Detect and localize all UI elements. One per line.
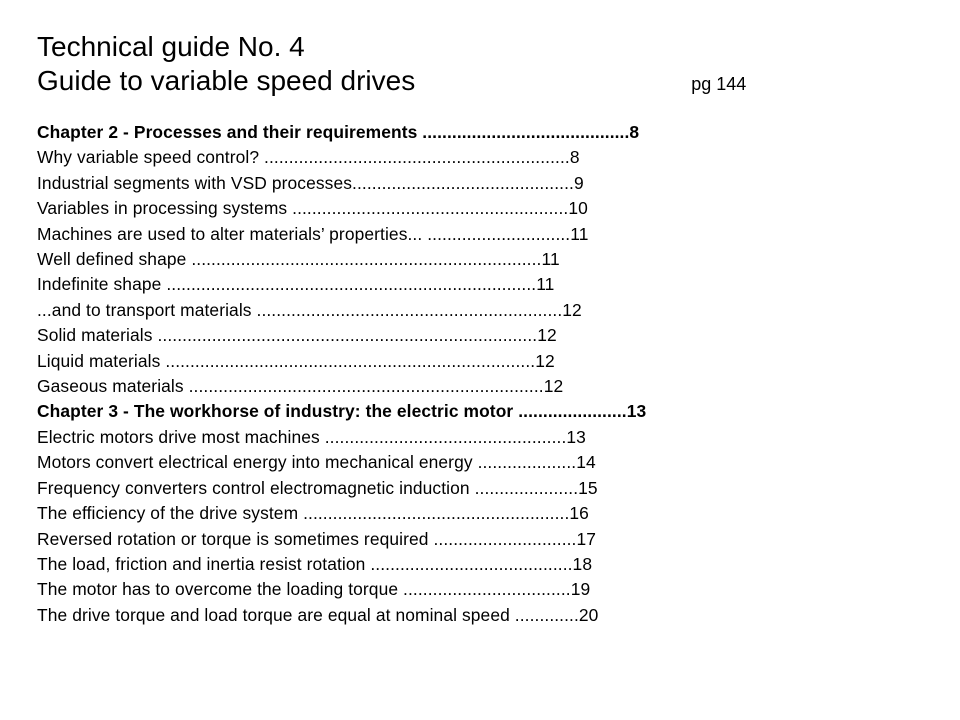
toc-chapter-heading: Chapter 2 - Processes and their requirements ..........................................8 [37, 122, 640, 142]
document-title: Technical guide No. 4 [37, 31, 305, 62]
toc-entry: The load, friction and inertia resist rotation .........................................18 [37, 553, 593, 574]
toc-entry: Motors convert electrical energy into mechanical energy ....................14 [37, 452, 596, 473]
toc-entry: Indefinite shape ...........................................................................11 [37, 274, 555, 295]
toc-entry: The drive torque and load torque are equal at nominal speed .............20 [37, 604, 599, 625]
toc-entry: Machines are used to alter materials’ properties... .............................11 [37, 223, 589, 244]
toc-entry: Liquid materials ...........................................................................12 [37, 350, 555, 371]
document-header [37, 30, 917, 98]
toc-entry: Well defined shape .......................................................................11 [37, 249, 560, 270]
toc-entry: Reversed rotation or torque is sometimes required .............................17 [37, 528, 597, 549]
toc-entry: Variables in processing systems ........................................................10 [37, 198, 588, 219]
toc-entry: ...and to transport materials ..............................................................12 [37, 299, 582, 320]
page-reference: pg 144 [691, 74, 747, 94]
toc-entry: The efficiency of the drive system ......................................................16 [37, 503, 589, 524]
toc-entry: Electric motors drive most machines .................................................13 [37, 426, 586, 447]
toc-entry: The motor has to overcome the loading torque ..................................19 [37, 579, 591, 600]
toc-entry: Frequency converters control electromagnetic induction .....................15 [37, 477, 598, 498]
toc-entry: Gaseous materials ........................................................................12 [37, 376, 564, 397]
toc-entry: Industrial segments with VSD processes.............................................9 [37, 172, 584, 193]
toc-chapter-heading: Chapter 3 - The workhorse of industry: the electric motor ......................13 [37, 401, 647, 422]
toc-entry: Solid materials .............................................................................12 [37, 325, 557, 346]
table-of-contents [37, 120, 927, 628]
toc-entry: Why variable speed control? ..............................................................8 [37, 147, 580, 168]
document-subtitle: Guide to variable speed drives [37, 65, 416, 96]
subtitle-row [37, 64, 917, 98]
